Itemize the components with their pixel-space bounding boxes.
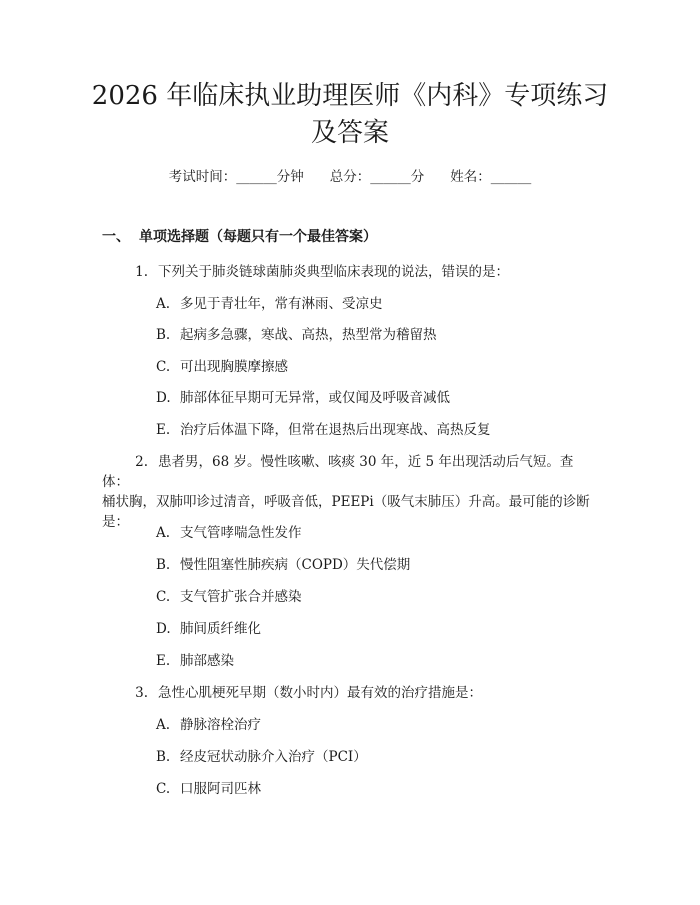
option-label: A. <box>156 296 171 312</box>
option-text: 肺间质纤维化 <box>180 621 261 637</box>
question-text: 患者男，68 岁。慢性咳嗽、咳痰 30 年，近 5 年出现活动后气短。查体： <box>102 454 574 490</box>
option-label: D. <box>156 390 171 406</box>
option-label: B. <box>156 749 171 765</box>
option-2b <box>156 555 596 575</box>
question-text: 下列关于肺炎链球菌肺炎典型临床表现的说法，错误的是： <box>158 264 509 280</box>
option-3a <box>156 715 596 735</box>
total-score-field: 总分：______分 <box>329 169 425 185</box>
option-2e <box>156 651 596 671</box>
option-text: 慢性阻塞性肺疾病（COPD）失代偿期 <box>180 557 411 573</box>
option-label: B. <box>156 557 171 573</box>
question-1 <box>102 262 600 282</box>
question-line: 桶状胸，双肺叩诊过清音，呼吸音低，PEEPi（吸气末肺压）升高。最可能的诊断 <box>102 494 590 510</box>
question-3 <box>102 683 600 703</box>
option-text: 肺部感染 <box>180 653 234 669</box>
option-label: A. <box>156 717 171 733</box>
option-text: 口服阿司匹林 <box>180 781 261 797</box>
option-label: C. <box>156 781 171 797</box>
option-label: C. <box>156 359 171 375</box>
exam-time-field: 考试时间：______分钟 <box>168 169 304 185</box>
option-2a <box>156 523 596 543</box>
option-text: 静脉溶栓治疗 <box>180 717 261 733</box>
option-1b <box>156 325 596 345</box>
option-text: 支气管扩张合并感染 <box>180 589 302 605</box>
option-1d <box>156 388 596 408</box>
question-number: 1. <box>135 264 148 280</box>
option-text: 支气管哮喘急性发作 <box>180 525 302 541</box>
option-text: 起病多急骤，寒战、高热，热型常为稽留热 <box>180 327 437 343</box>
document-title: 2026 年临床执业助理医师《内科》专项练习及答案 <box>91 81 609 148</box>
question-line <box>102 452 600 492</box>
name-field: 姓名：______ <box>450 169 532 185</box>
option-text: 可出现胸膜摩擦感 <box>180 359 288 375</box>
option-text: 治疗后体温下降，但常在退热后出现寒战、高热反复 <box>180 422 491 438</box>
option-text: 经皮冠状动脉介入治疗（PCI） <box>180 749 367 765</box>
option-label: E. <box>156 422 171 438</box>
exam-meta <box>100 166 600 188</box>
option-2c <box>156 587 596 607</box>
question-line: 是： <box>102 514 129 530</box>
option-2d <box>156 619 596 639</box>
section-heading <box>102 226 377 248</box>
option-1e <box>156 420 596 440</box>
option-3c <box>156 779 596 799</box>
section-number: 一、 <box>102 229 130 245</box>
question-2 <box>102 452 600 532</box>
option-text: 多见于青壮年，常有淋雨、受凉史 <box>180 296 383 312</box>
question-number: 3. <box>135 685 148 701</box>
option-text: 肺部体征早期可无异常，或仅闻及呼吸音减低 <box>180 390 450 406</box>
section-title: 单项选择题（每题只有一个最佳答案） <box>139 229 377 245</box>
option-3b <box>156 747 596 767</box>
question-text: 急性心肌梗死早期（数小时内）最有效的治疗措施是： <box>158 685 482 701</box>
option-label: C. <box>156 589 171 605</box>
option-1a <box>156 294 596 314</box>
option-1c <box>156 357 596 377</box>
option-label: B. <box>156 327 171 343</box>
question-number: 2. <box>135 454 148 470</box>
option-label: D. <box>156 621 171 637</box>
option-label: A. <box>156 525 171 541</box>
option-label: E. <box>156 653 171 669</box>
